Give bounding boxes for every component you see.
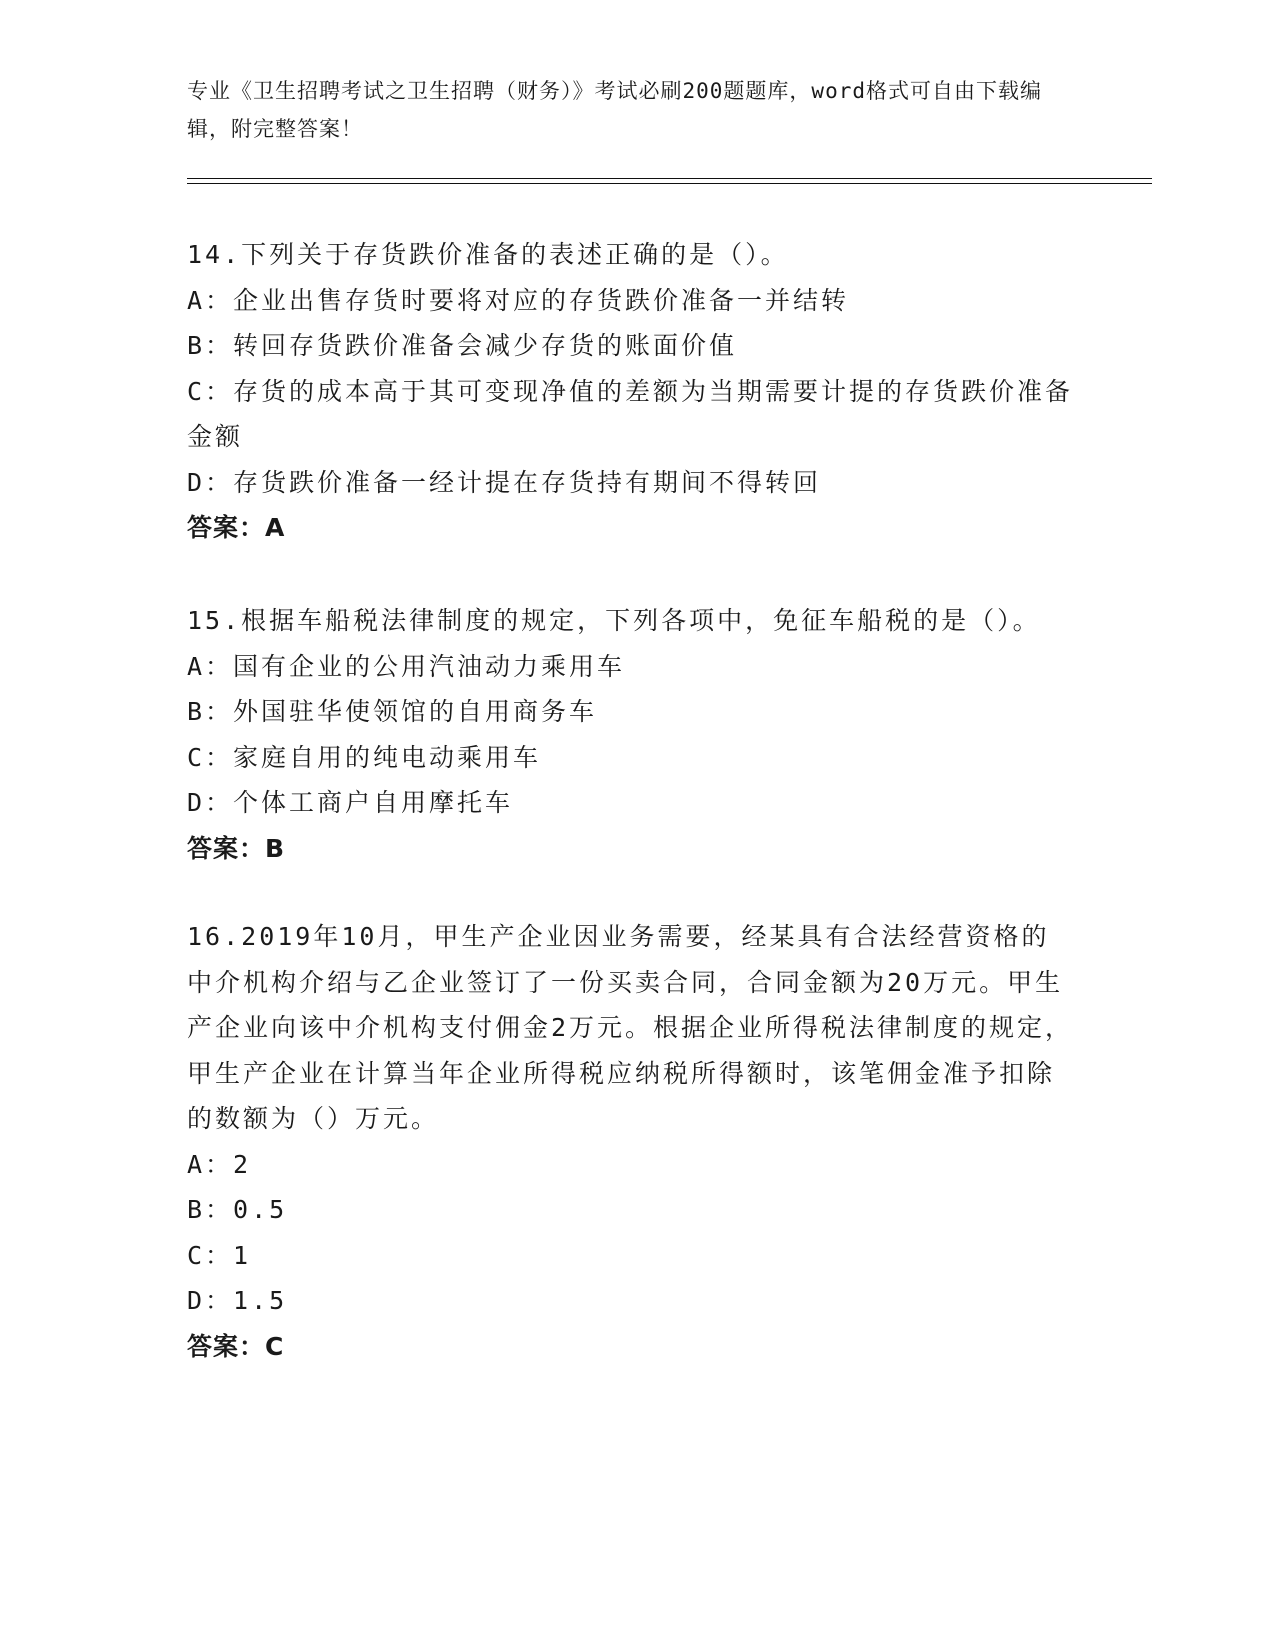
answer-label: 答案：B [187,833,286,863]
answer-label: 答案：A [187,513,286,542]
question-stem: 14.下列关于存货跌价准备的表述正确的是（）。 [187,240,789,269]
option-d: D：存货跌价准备一经计提在存货持有期间不得转回 [187,467,822,497]
option-b: B：0.5 [187,1195,288,1224]
option-c: C：存货的成本高于其可变现净值的差额为当期需要计提的存货跌价准备金额 [187,376,1074,451]
option-a: A：企业出售存货时要将对应的存货跌价准备一并结转 [187,285,850,315]
question-15 [187,598,1077,871]
option-d: D：1.5 [187,1286,288,1315]
option-b: B：转回存货跌价准备会减少存货的账面价值 [187,331,738,360]
question-16 [187,914,1077,1369]
option-a: A：2 [187,1149,252,1179]
option-c: C：1 [187,1240,252,1270]
header-divider-top [187,178,1152,179]
option-d: D：个体工商户自用摩托车 [187,788,514,817]
answer-label: 答案：C [187,1331,285,1361]
document-header: 专业《卫生招聘考试之卫生招聘（财务）》考试必刷200题题库，word格式可自由下载编辑，附完整答案！ [187,79,1042,141]
option-c: C：家庭自用的纯电动乘用车 [187,742,542,772]
header-divider-bottom [187,183,1152,184]
question-stem: 15.根据车船税法律制度的规定，下列各项中，免征车船税的是（）。 [187,606,1041,635]
question-stem: 16.2019年10月，甲生产企业因业务需要，经某具有合法经营资格的中介机构介绍与乙企业签订了一份买卖合同，合同金额为20万元。甲生产企业向该中介机构支付佣金2万元。根据企业所得税法律制度的规定，甲生产企业在计算当年企业所得税应纳税所得额时，该笔佣金准予扣除的数额为（）万元。 [187,922,1074,1133]
option-b: B：外国驻华使领馆的自用商务车 [187,697,598,726]
option-a: A：国有企业的公用汽油动力乘用车 [187,651,626,681]
question-14 [187,232,1077,551]
